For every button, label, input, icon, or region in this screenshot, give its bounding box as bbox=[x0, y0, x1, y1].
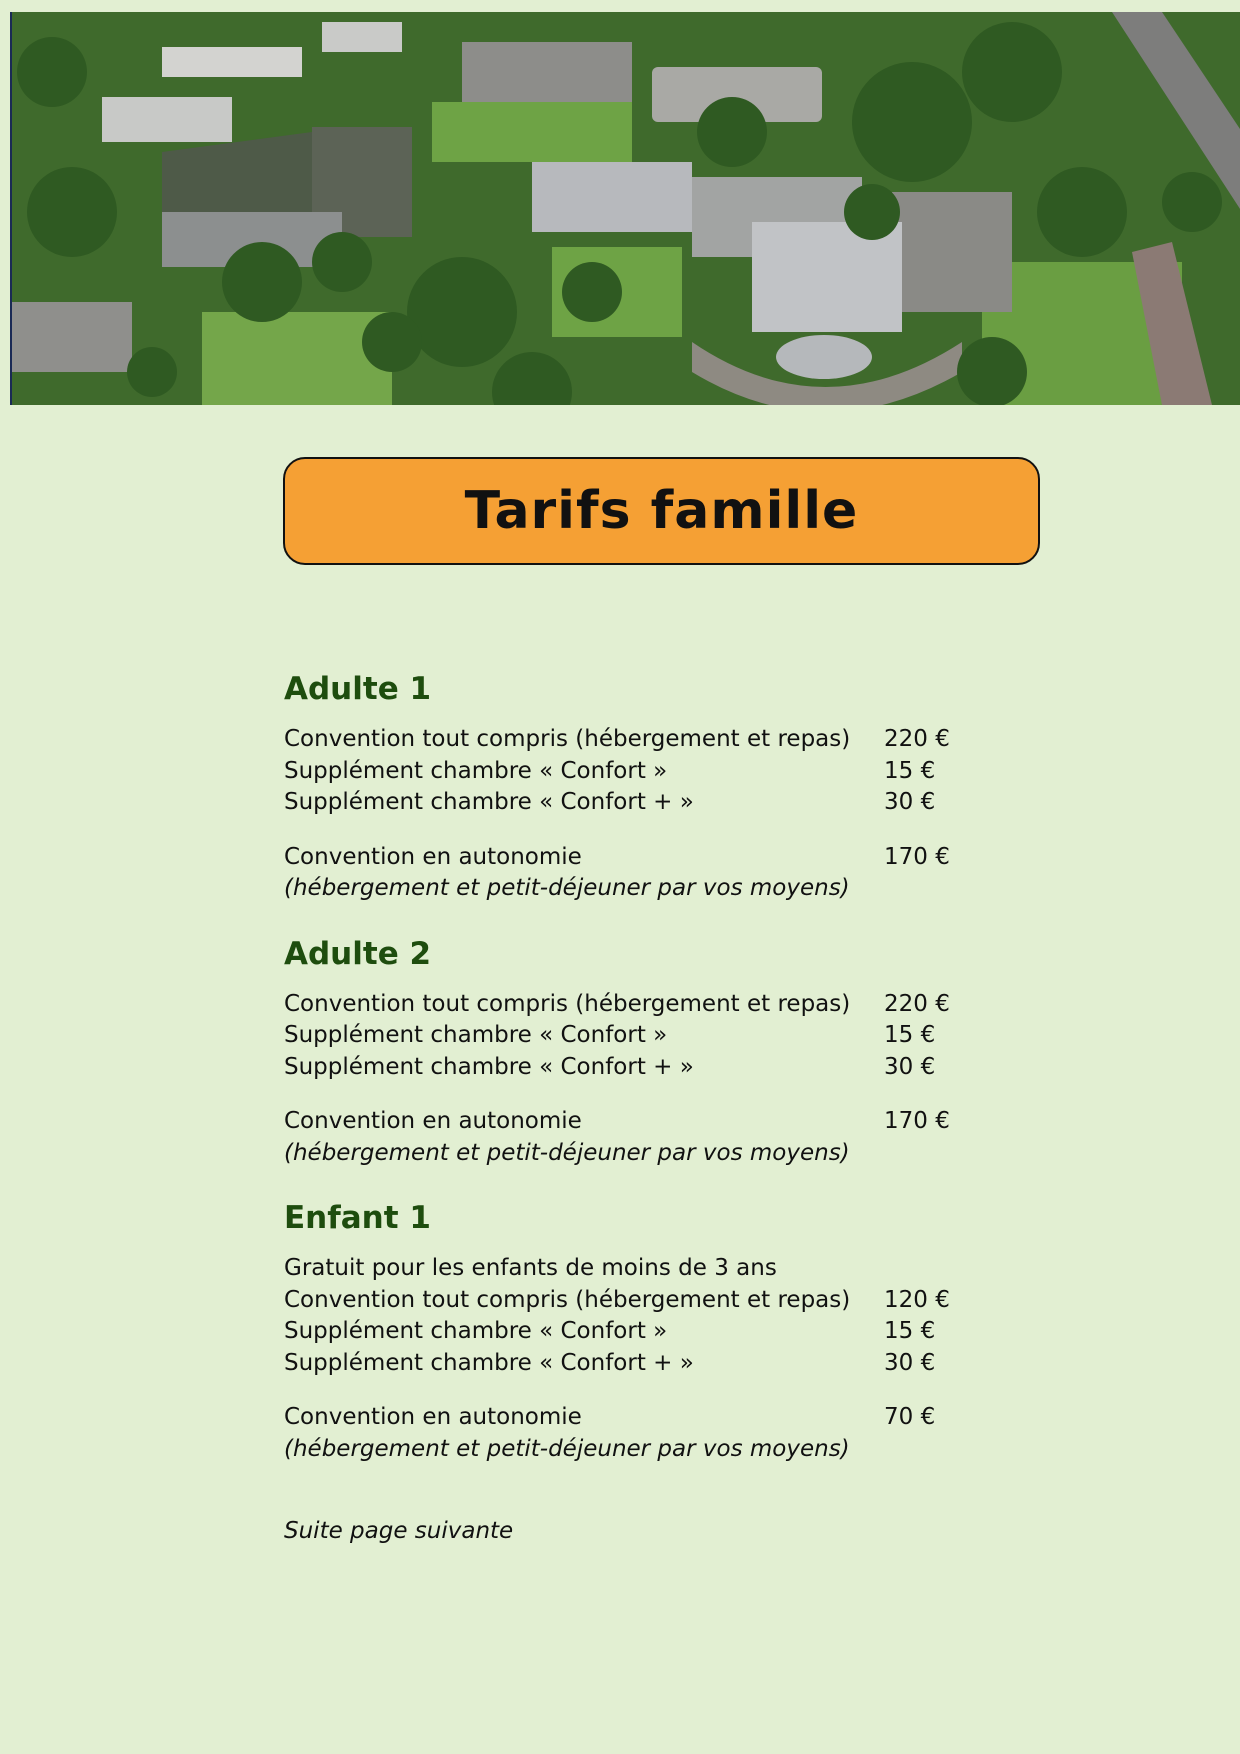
price-value: 220 € bbox=[884, 726, 950, 752]
price-label: Convention tout compris (hébergement et repas) bbox=[284, 1286, 851, 1313]
price-value: 30 € bbox=[884, 789, 936, 815]
price-label: Supplément chambre « Confort + » bbox=[284, 789, 694, 815]
price-value: 220 € bbox=[884, 990, 950, 1017]
section-adulte-2 bbox=[284, 931, 1044, 1170]
autonomy-note: (hébergement et petit-déjeuner par vos moyens) bbox=[284, 875, 850, 901]
page-title: Tarifs famille bbox=[464, 481, 859, 541]
price-label: Supplément chambre « Confort + » bbox=[284, 1349, 694, 1376]
price-value: 30 € bbox=[884, 1349, 936, 1376]
price-value: 15 € bbox=[884, 1022, 936, 1048]
aerial-photo-illustration bbox=[12, 12, 1240, 405]
price-row bbox=[284, 1052, 1044, 1084]
price-label: Supplément chambre « Confort » bbox=[284, 757, 668, 784]
continued-note: Suite page suivante bbox=[284, 1518, 514, 1544]
price-label: Supplément chambre « Confort + » bbox=[284, 1053, 694, 1080]
price-row bbox=[284, 1316, 1044, 1348]
price-row bbox=[284, 756, 1044, 788]
autonomy-row bbox=[284, 1106, 1044, 1138]
price-value: 15 € bbox=[884, 1318, 936, 1344]
autonomy-row bbox=[284, 842, 1044, 874]
section-adulte-1 bbox=[284, 666, 1044, 905]
price-label: Convention tout compris (hébergement et repas) bbox=[284, 726, 851, 752]
price-row bbox=[284, 724, 1044, 756]
price-row bbox=[284, 1285, 1044, 1317]
title-banner bbox=[283, 457, 1040, 565]
autonomy-label: Convention en autonomie bbox=[284, 843, 582, 870]
price-value: 30 € bbox=[884, 1053, 936, 1080]
autonomy-label: Convention en autonomie bbox=[284, 1404, 582, 1430]
price-row bbox=[284, 787, 1044, 819]
price-label: Supplément chambre « Confort » bbox=[284, 1022, 668, 1048]
section-heading: Adulte 1 bbox=[284, 671, 432, 707]
price-label: Convention tout compris (hébergement et repas) bbox=[284, 990, 851, 1017]
section-heading: Adulte 2 bbox=[284, 935, 432, 972]
autonomy-label: Convention en autonomie bbox=[284, 1108, 582, 1134]
price-value: 120 € bbox=[884, 1286, 950, 1313]
autonomy-price: 70 € bbox=[884, 1404, 936, 1430]
section-enfant-1 bbox=[284, 1195, 1044, 1465]
autonomy-row bbox=[284, 1402, 1044, 1434]
aerial-campus-photo bbox=[10, 12, 1240, 405]
price-row bbox=[284, 1020, 1044, 1052]
autonomy-price: 170 € bbox=[884, 843, 950, 870]
autonomy-note: (hébergement et petit-déjeuner par vos moyens) bbox=[284, 1139, 850, 1166]
price-row bbox=[284, 1348, 1044, 1380]
autonomy-price: 170 € bbox=[884, 1108, 950, 1134]
intro-text: Gratuit pour les enfants de moins de 3 ans bbox=[284, 1255, 777, 1281]
price-row bbox=[284, 989, 1044, 1021]
section-heading: Enfant 1 bbox=[284, 1200, 431, 1236]
price-list bbox=[284, 666, 1044, 1491]
price-label: Supplément chambre « Confort » bbox=[284, 1318, 668, 1344]
autonomy-note: (hébergement et petit-déjeuner par vos moyens) bbox=[284, 1435, 850, 1462]
price-value: 15 € bbox=[884, 757, 936, 784]
intro-row bbox=[284, 1253, 1044, 1285]
